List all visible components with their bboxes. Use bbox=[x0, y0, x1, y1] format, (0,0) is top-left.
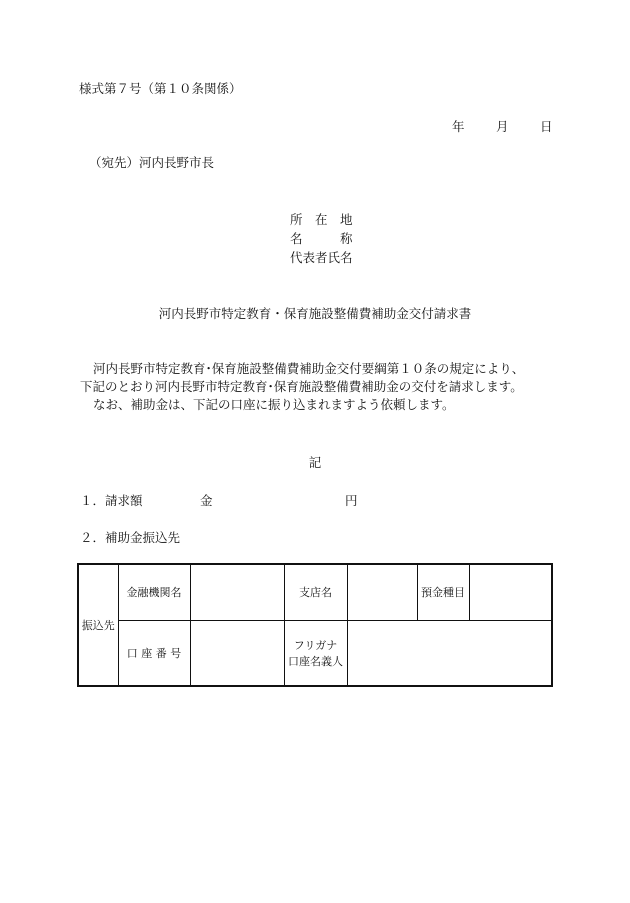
representative-label: 代表者氏名 bbox=[290, 250, 353, 265]
body-line-3: なお、補助金は、下記の口座に振り込まれますよう依頼します。 bbox=[93, 397, 455, 412]
furigana-label: フリガナ bbox=[293, 638, 338, 652]
addressee: （宛先）河内長野市長 bbox=[89, 155, 215, 170]
holder-label: 口座名義人 bbox=[288, 654, 343, 668]
branch-field[interactable] bbox=[347, 564, 417, 620]
request-amount-label: １．請求額 bbox=[80, 493, 143, 508]
request-amount-line bbox=[80, 491, 480, 509]
date-year-label: 年 bbox=[452, 119, 465, 134]
date-month-label: 月 bbox=[496, 119, 509, 134]
bank-account-table bbox=[77, 563, 553, 687]
institution-label: 金融機関名 bbox=[118, 564, 190, 620]
yen-label: 円 bbox=[345, 493, 358, 508]
address-label: 所 在 地 bbox=[290, 212, 353, 227]
account-holder-label bbox=[284, 620, 347, 686]
account-number-label: 口 座 番 号 bbox=[118, 620, 190, 686]
transfer-destination-heading: ２．補助金振込先 bbox=[80, 530, 181, 545]
body-line-2: 下記のとおり河内長野市特定教育･保育施設整備費補助金の交付を請求します。 bbox=[80, 379, 523, 394]
deposit-type-label: 預金種目 bbox=[417, 564, 469, 620]
account-number-field[interactable] bbox=[190, 620, 284, 686]
applicant-block bbox=[290, 210, 353, 267]
date-day-label: 日 bbox=[540, 119, 553, 134]
deposit-type-field[interactable] bbox=[469, 564, 552, 620]
institution-field[interactable] bbox=[190, 564, 284, 620]
body-text bbox=[80, 360, 560, 414]
document-title: 河内長野市特定教育・保育施設整備費補助金交付請求書 bbox=[158, 306, 472, 321]
kin-label: 金 bbox=[200, 493, 213, 508]
date-line bbox=[452, 117, 553, 135]
name-label: 名 称 bbox=[290, 231, 353, 246]
body-line-1: 河内長野市特定教育･保育施設整備費補助金交付要綱第１０条の規定により、 bbox=[93, 361, 525, 376]
account-holder-field[interactable] bbox=[347, 620, 552, 686]
form-number: 様式第７号（第１０条関係） bbox=[79, 81, 242, 96]
branch-label: 支店名 bbox=[284, 564, 347, 620]
transfer-section-label: 振込先 bbox=[78, 564, 118, 686]
ki-heading: 記 bbox=[308, 455, 322, 470]
